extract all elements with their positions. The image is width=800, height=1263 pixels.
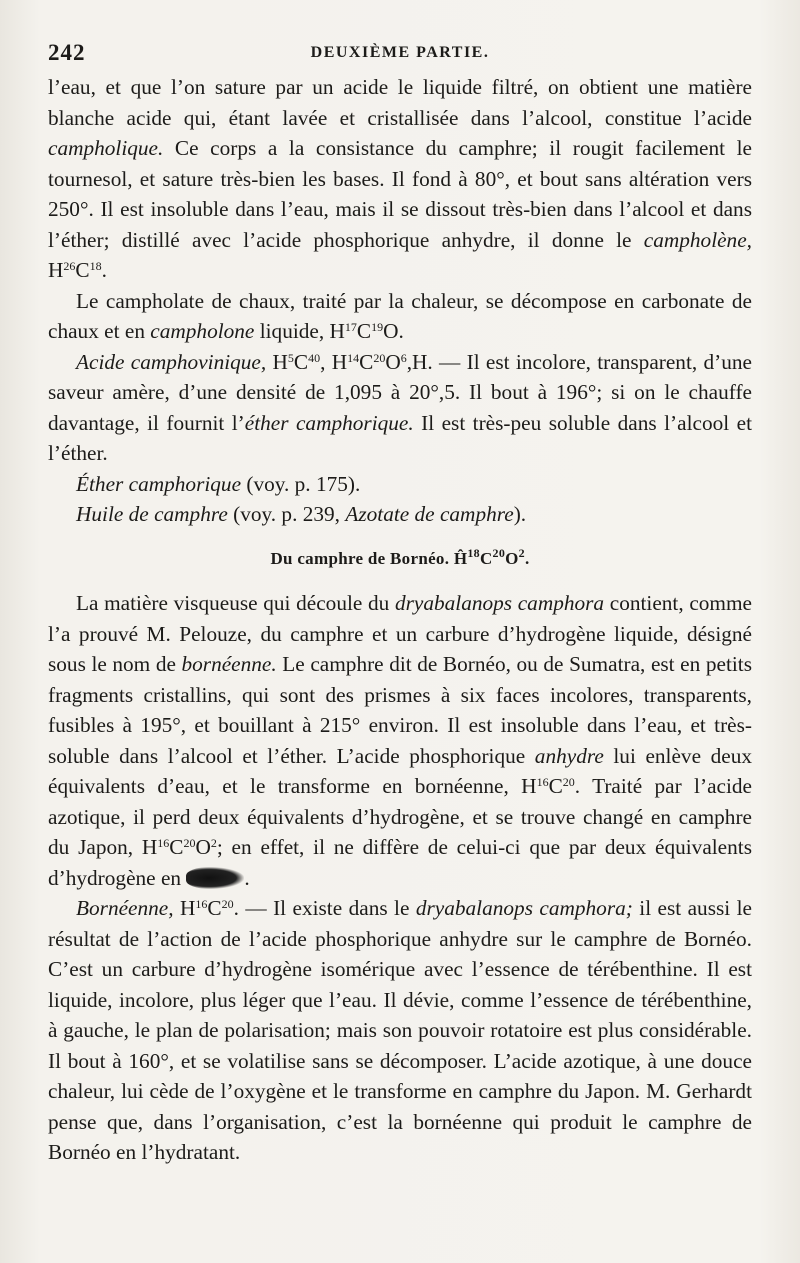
- page-header: [48, 36, 752, 72]
- page-number: 242: [48, 40, 86, 65]
- body-text: [48, 72, 752, 1168]
- ink-blot: [186, 867, 244, 889]
- paragraph-borneenne: Bornéenne, $H^{16}C^{20}$. — Il existe dans le dryabalanops camphora; il est aussi le résultat de l’action de l’acide phosphorique anhydre sur le camphre de Bornéo. C’est un carbure d’hydrogène isomérique avec l’essence de térébenthine. Il est liquide, incolore, plus léger que l’eau. Il dévie, comme l’essence de térébenthine, à gauche, le plan de polarisation; mais son pouvoir rotatoire est plus considérable. Il bout à 160°, et se volatilise sans se décomposer. L’acide azotique, à une douce chaleur, lui cède de l’oxygène et le transforme en camphre du Japon. M. Gerhardt pense que, dans l’organisation, c’est la bornéenne qui produit le camphre de Bornéo en l’hydratant.: [48, 896, 752, 1164]
- paragraph-campholique: l’eau, et que l’on sature par un acide le liquide filtré, on obtient une matière blanche acide qui, étant lavée et cristallisée dans l’alcool, constitue l’acide campholique. Ce corps a la consistance du camphre; il rougit facilement le tournesol, et sature très-bien les bases. Il fond à 80°, et bout sans altération vers 250°. Il est insoluble dans l’eau, mais il se dissout très-bien dans l’alcool et dans l’éther; distillé avec l’acide phosphorique anhydre, il donne le campholène, $H^{26}C^{18}$.: [48, 75, 752, 282]
- running-title: DEUXIÈME PARTIE.: [310, 44, 490, 61]
- paragraph-ether-camphorique: Éther camphorique (voy. p. 175).: [76, 471, 361, 496]
- paragraph-camphovinique: Acide camphovinique, $H^5C^{40}$, $H^{14}C^{20}O^6,H$. — Il est incolore, transparent, d’une saveur amère, d’une densité de 1,095 à 20°,5. Il bout à 196°; si on le chauffe davantage, il fournit l’éther camphorique. Il est très-peu soluble dans l’alcool et l’éther.: [48, 349, 752, 465]
- paragraph-campholate: Le campholate de chaux, traité par la chaleur, se décompose en carbonate de chaux et en campholone liquide, $H^{17}C^{19}O$.: [48, 288, 752, 343]
- paragraph-camphre-borneo: La matière visqueuse qui découle du dryabalanops camphora contient, comme l’a prouvé M. Pelouze, du camphre et un carbure d’hydrogène liquide, désigné sous le nom de bornéenne. Le camphre dit de Bornéo, ou de Sumatra, est en petits fragments cristallins, qui sont des prismes à six faces incolores, transparents, fusibles à 195°, et bouillant à 215° environ. Il est insoluble dans l’eau, et très-soluble dans l’alcool et l’éther. L’acide phosphorique anhydre lui enlève deux équivalents d’eau, et le transforme en bornéenne, $H^{16}C^{20}$. Traité par l’acide azotique, il perd deux équivalents d’hydrogène, et se trouve changé en camphre du Japon, $H^{16}C^{20}O^2$; en effet, il ne diffère de celui-ci que par deux équivalents d’hydrogène en .: [48, 591, 753, 890]
- section-heading: Du camphre de Bornéo. $Ĥ^{18}C^{20}O^2$.: [270, 545, 530, 568]
- paragraph-huile-camphre: Huile de camphre (voy. p. 239, Azotate de camphre).: [76, 502, 527, 526]
